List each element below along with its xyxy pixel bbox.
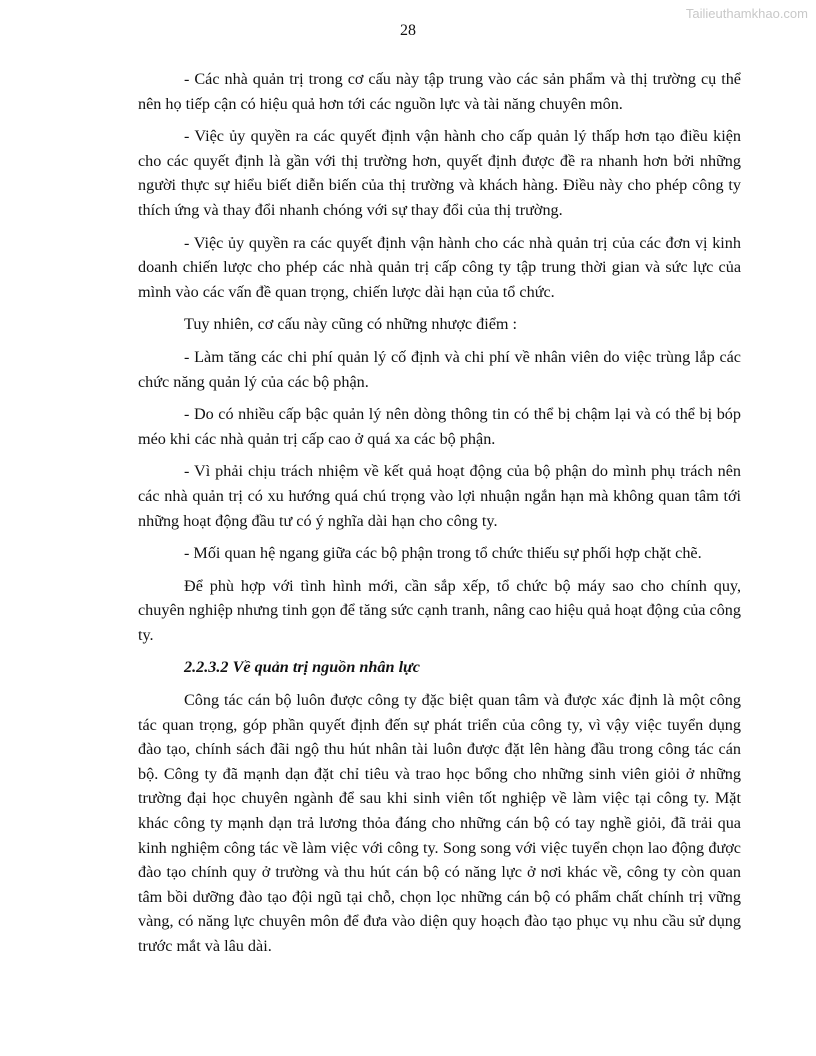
watermark: Tailieuthamkhao.com: [685, 6, 808, 21]
paragraph: - Các nhà quản trị trong cơ cấu này tập trung vào các sản phẩm và thị trường cụ thể nên họ tiếp cận có hiệu quả hơn tới các nguồn lực và tài năng chuyên môn.: [138, 70, 741, 113]
paragraph: - Làm tăng các chi phí quản lý cố định và chi phí về nhân viên do việc trùng lắp các chức năng quản lý của các bộ phận.: [138, 347, 741, 391]
paragraph: - Do có nhiều cấp bậc quản lý nên dòng thông tin có thể bị chậm lại và có thể bị bóp méo khi các nhà quản trị cấp cao ở quá xa các bộ phận.: [138, 405, 741, 448]
paragraph: - Việc ủy quyền ra các quyết định vận hành cho các nhà quản trị của các đơn vị kinh doanh chiến lược cho phép các nhà quản trị cấp công ty tập trung thời gian và sức lực của mình vào các vấn đề quan trọng, chiến lược dài hạn của tổ chức.: [138, 233, 741, 301]
paragraph: Công tác cán bộ luôn được công ty đặc biệt quan tâm và được xác định là một công tác quan trọng, góp phần quyết định đến sự phát triển của công ty, vì vậy việc tuyển dụng đào tạo, chính sách đãi ngộ thu hút nhân tài luôn được đặt lên hàng đầu trong công tác cán bộ. Công ty đã mạnh dạn đặt chỉ tiêu và trao học bổng cho những sinh viên giỏi ở những trường đại học chuyên ngành để sau khi sinh viên tốt nghiệp về làm việc tại công ty. Mặt khác công ty mạnh dạn trả lương thỏa đáng cho những cán bộ có tay nghề giỏi, đã trải qua kinh nghiệm công tác về làm việc với công ty. Song song với việc tuyển chọn lao động được đào tạo chính quy ở trường và thu hút cán bộ có năng lực ở nơi khác về, công ty còn quan tâm bồi dưỡng đào tạo đội ngũ tại chỗ, chọn lọc những cán bộ có phẩm chất chính trị vững vàng, có năng lực chuyên môn để đưa vào diện quy hoạch đào tạo phục vụ nhu cầu sử dụng trước mắt và lâu dài.: [138, 691, 741, 955]
paragraph: - Vì phải chịu trách nhiệm về kết quả hoạt động của bộ phận do mình phụ trách nên các nhà quản trị có xu hướng quá chú trọng vào lợi nhuận ngắn hạn mà không quan tâm tới những hoạt động đầu tư có ý nghĩa dài hạn cho công ty.: [138, 462, 741, 530]
document-body: [138, 67, 741, 967]
paragraph: Tuy nhiên, cơ cấu này cũng có những nhược điểm :: [184, 315, 518, 334]
section-heading: 2.2.3.2 Về quản trị nguồn nhân lực: [184, 658, 420, 677]
paragraph: Để phù hợp với tình hình mới, cần sắp xếp, tổ chức bộ máy sao cho chính quy, chuyên nghiệp nhưng tinh gọn để tăng sức cạnh tranh, nâng cao hiệu quả hoạt động của công ty.: [138, 576, 741, 644]
page-number: 28: [400, 22, 416, 39]
paragraph: - Việc ủy quyền ra các quyết định vận hành cho cấp quản lý thấp hơn tạo điều kiện cho các quyết định là gần với thị trường hơn, quyết định được đề ra nhanh hơn bởi những người thực sự hiểu biết diễn biến của thị trường và khách hàng. Điều này cho phép công ty thích ứng và thay đổi nhanh chóng với sự thay đổi của thị trường.: [138, 127, 741, 219]
paragraph: - Mối quan hệ ngang giữa các bộ phận trong tổ chức thiếu sự phối hợp chặt chẽ.: [184, 544, 702, 563]
